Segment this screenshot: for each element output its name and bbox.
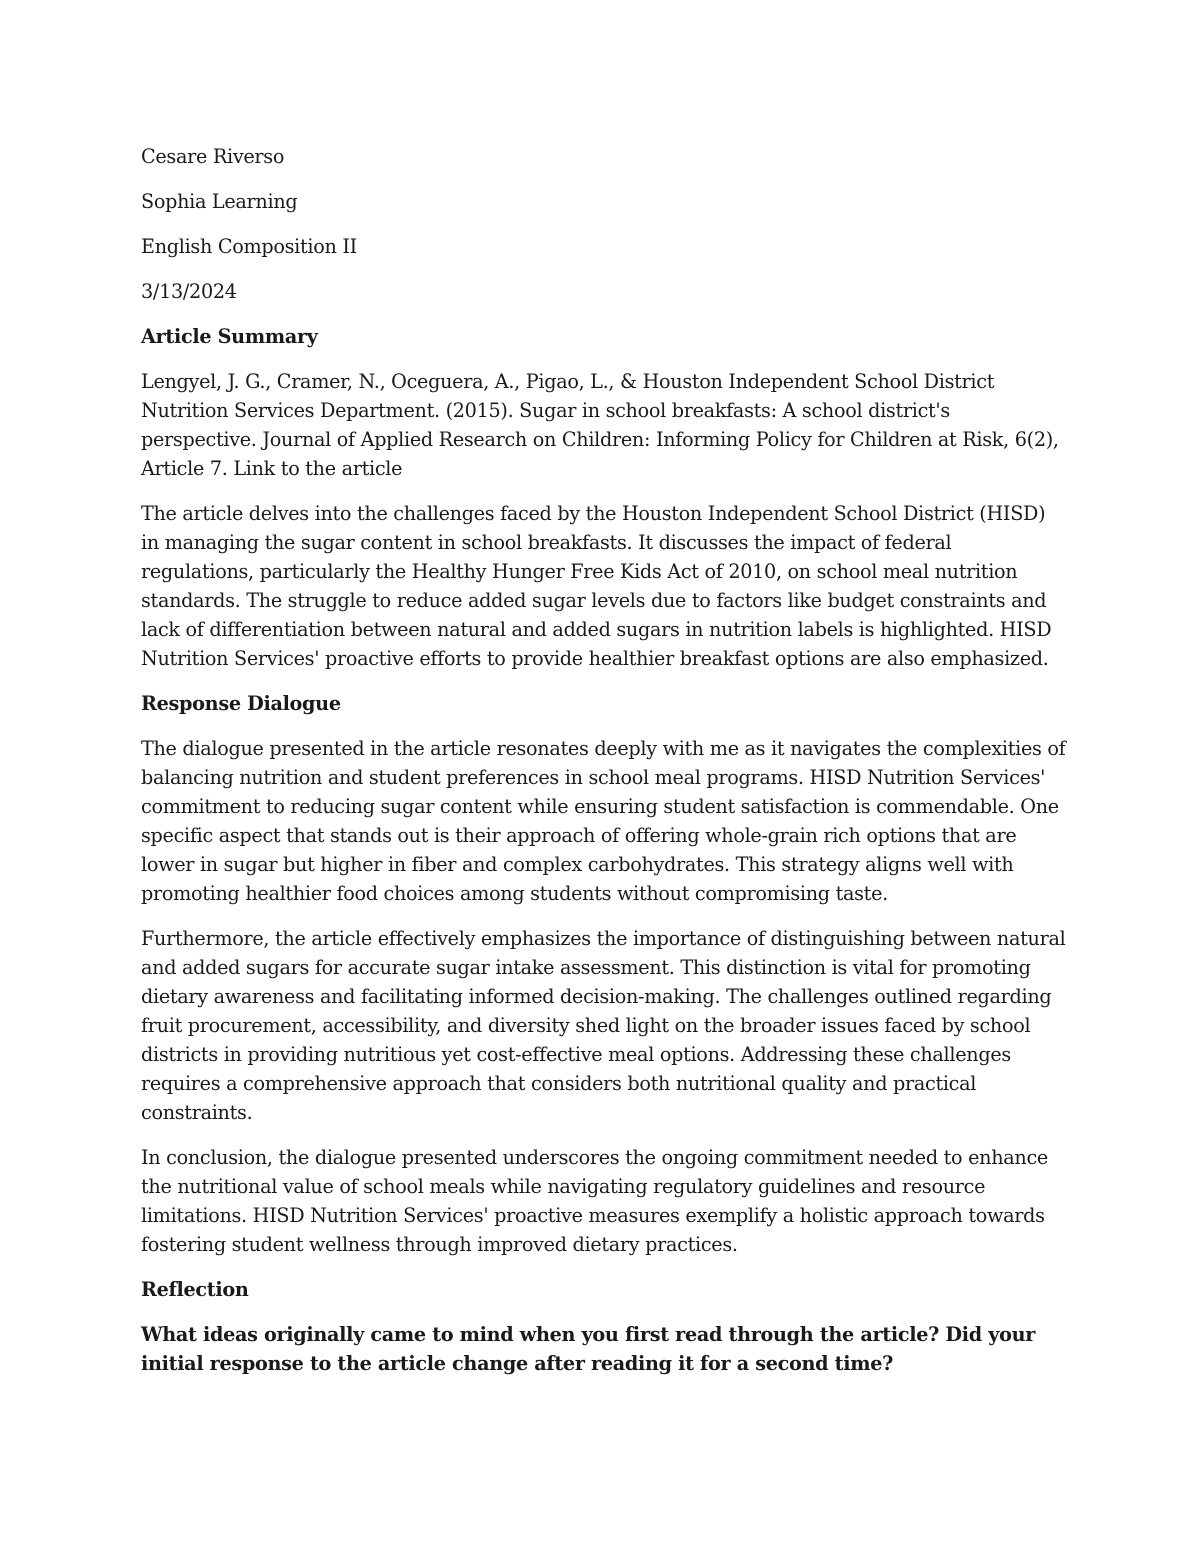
document-page — [141, 142, 1066, 1378]
article-citation: Lengyel, J. G., Cramer, N., Oceguera, A., Pigao, L., & Houston Independent School District Nutrition Services Department. (2015). Sugar in school breakfasts: A school district's perspective. Journal of Applied Research on Children: Informing Policy for Children at Risk, 6(2), Article 7. Link to the article — [141, 370, 1059, 480]
article-summary-heading: Article Summary — [141, 325, 318, 348]
response-dialogue-heading: Response Dialogue — [141, 692, 341, 715]
response-paragraph-3: In conclusion, the dialogue presented underscores the ongoing commitment needed to enhance the nutritional value of school meals while navigating regulatory guidelines and resource limitations. HISD Nutrition Services' proactive measures exemplify a holistic approach towards fostering student wellness through improved dietary practices. — [141, 1146, 1048, 1256]
response-paragraph-2: Furthermore, the article effectively emphasizes the importance of distinguishing between natural and added sugars for accurate sugar intake assessment. This distinction is vital for promoting dietary awareness and facilitating informed decision-making. The challenges outlined regarding fruit procurement, accessibility, and diversity shed light on the broader issues faced by school districts in providing nutritious yet cost-effective meal options. Addressing these challenges requires a comprehensive approach that considers both nutritional quality and practical constraints. — [141, 927, 1066, 1124]
document-date: 3/13/2024 — [141, 280, 237, 303]
author-name: Cesare Riverso — [141, 145, 285, 168]
reflection-question: What ideas originally came to mind when you first read through the article? Did your initial response to the article change after reading it for a second time? — [141, 1323, 1036, 1375]
reflection-heading: Reflection — [141, 1278, 249, 1301]
response-paragraph-1: The dialogue presented in the article resonates deeply with me as it navigates the complexities of balancing nutrition and student preferences in school meal programs. HISD Nutrition Services' commitment to reducing sugar content while ensuring student satisfaction is commendable. One specific aspect that stands out is their approach of offering whole-grain rich options that are lower in sugar but higher in fiber and complex carbohydrates. This strategy aligns well with promoting healthier food choices among students without compromising taste. — [141, 737, 1066, 905]
course-name: English Composition II — [141, 235, 357, 258]
institution-name: Sophia Learning — [141, 190, 298, 213]
summary-paragraph: The article delves into the challenges faced by the Houston Independent School District (HISD) in managing the sugar content in school breakfasts. It discusses the impact of federal regulations, particularly the Healthy Hunger Free Kids Act of 2010, on school meal nutrition standards. The struggle to reduce added sugar levels due to factors like budget constraints and lack of differentiation between natural and added sugars in nutrition labels is highlighted. HISD Nutrition Services' proactive efforts to provide healthier breakfast options are also emphasized. — [141, 502, 1052, 670]
